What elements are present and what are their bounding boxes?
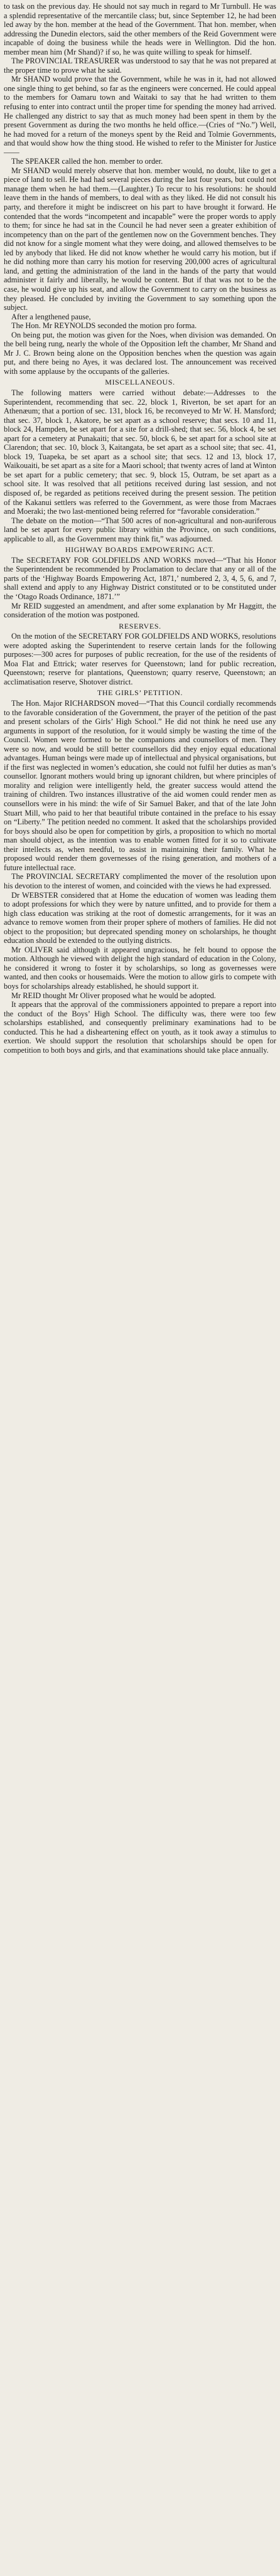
article-paragraph: On the motion of the SECRETARY FOR GOLDFIELDS AND WORKS, resolutions were adopted asking the Superintendent to reserve certain lands for the following purposes:—300 acres for purposes of public recreation, for the use of the residents of Moa Flat and Ettrick; water reserves for Queenstown; land for public recreation, Queenstown; reserve for plantations, Queenstown; quarry reserve, Queenstown; an acclimatisation reserve, Shotover district.	[4, 632, 276, 686]
article-paragraph: The PROVINCIAL TREASURER was understood to say that he was not prepared at the proper time to prove what he said.	[4, 56, 276, 75]
article-paragraph: On being put, the motion was given for the Noes, when division was demanded. On the bell being rung, nearly the whole of the Opposition left the chamber, Mr Shand and Mr J. C. Brown being alone on the Opposition benches when the question was again put, and there being no Ayes, it was declared lost. The announcement was received with some applause by the occupants of the galleries.	[4, 330, 276, 376]
article-paragraph: Mr OLIVER said although it appeared ungracious, he felt bound to oppose the motion. Although he viewed with delight the high standard of education in the Colony, he considered it wrong to foster it by scholarships, so long as governesses were wanted, and then cooks or housemaids. Were the motion to allow girls to compete with boys for scholarships already established, he should support it.	[4, 945, 276, 991]
article-paragraph: Mr REID thought Mr Oliver proposed what he would be adopted.	[11, 991, 216, 1000]
article-paragraph: Mr SHAND would prove that the Government, while he was in it, had not allowed one single thing to get behind, so far as the engineers were concerned. He could appeal to the members for Oamaru town and Waitaki to say that he had written to them refusing to enter into contract until the proper time for spending the money had arrived. He challenged any district to say that as much money had been spent in them by the present Government as during the two months he held office.—(Cries of “No.”) Well, he had moved for a return of the moneys spent by the Reid and Tolmie Governments, and that would show how the thing stood. He wished to refer to the Minister for Justice——	[4, 75, 276, 157]
section-heading-girls-petition: THE GIRLS’ PETITION.	[97, 688, 183, 698]
article-paragraph: The PROVINCIAL SECRETARY complimented the mover of the resolution upon his devotion to the interest of women, and coincided with the views he had expressed.	[4, 872, 276, 890]
article-paragraph: Mr REID suggested an amendment, and after some explanation by Mr Haggitt, the consideration of the motion was postponed.	[4, 601, 276, 620]
section-heading-miscellaneous: MISCELLANEOUS.	[105, 378, 175, 387]
article-paragraph: It appears that the approval of the commissioners appointed to prepare a report into the conduct of the Boys’ High School. The difficulty was, there were too few scholarships established, and consequently preliminary examinations had to be conducted. This he had a disheartening effect on youth, as it took away a stimulus to exertion. We should support the resolution that scholarships should be open for competition to both boys and girls, and that examinations should take place annually.	[4, 1000, 276, 1055]
newspaper-column	[0, 0, 280, 1055]
article-paragraph: The Hon. Major RICHARDSON moved—“That this Council cordially recommends to the favorable consideration of the Government, the prayer of the petition of the past and present scholars of the Girls’ High School.” He did not think he need use any arguments in support of the resolution, for it would simply be wasting the time of the Council. Women were formed to be the companions and counsellors of men. They were so now, and would be still better counsellors did they enjoy equal educational advantages. Human beings were made up of intellectual and physical organisations, but if the first was neglected in women’s education, she could not fulfil her duties as man’s counsellor. Ignorant mothers would bring up ignorant children, but where principles of morality and religion were intelligently held, the greater success would attend the training of children. Two instances illustrative of the aid women could render men as counsellors were in his mind: the wife of Sir Samuel Baker, and that of the late John Stuart Mill, who paid to her that beautiful tribute contained in the preface to his essay on “Liberty.” The petition needed no comment. It asked that the scholarships provided for boys should also be open for competition by girls, a proposition to which no mortal man should object, as the intention was to enable women fitted for it so to cultivate their intellects as, when needful, to assist in maintaining their family. What he proposed would render them governesses of the rising generation, and mothers of a future intellectual race.	[4, 699, 276, 872]
article-paragraph: The Hon. Mr REYNOLDS seconded the motion pro forma.	[11, 321, 197, 331]
article-paragraph: The SPEAKER called the hon. member to order.	[11, 157, 163, 166]
article-paragraph: The debate on the motion—“That 500 acres of non-agricultural and non-auriferous land be set apart for every public library within the Province, on such conditions, applicable to all, as the Government may think fit,” was adjourned.	[4, 516, 276, 543]
article-paragraph: The SECRETARY FOR GOLDFIELDS AND WORKS moved—“That his Honor the Superintendent be recommended by Proclamation to declare that any or all of the parts of the ‘Highway Boards Empowering Act, 1871,’ numbered 2, 3, 4, 5, 6, and 7, shall extend and apply to any Highway District constituted or to be constituted under the ‘Otago Roads Ordinance, 1871.’”	[4, 555, 276, 601]
article-paragraph: Dr WEBSTER considered that at Home the education of women was leading them to adopt professions for which they were by nature unfitted, and to provide for them a high class education was striking at the root of domestic arrangements, for it was an advance to remove women from their proper sphere of mothers of families. He did not object to the proposition; but deprecated spending money on scholarships, he thought education should be extended to the outlying districts.	[4, 890, 276, 945]
article-paragraph: The following matters were carried without debate:—Addresses to the Superintendent, recommending that sec. 22, block 1, Riverton, be set apart for an Athenæum; that a portion of sec. 131, block 16, be reconveyed to Mr W. H. Mansford; that sec. 37, block 1, Akatore, be set apart as a school reserve; that secs. 10 and 11, block 24, Hampden, be set apart for a site for a drill-shed; that sec. 56, block 4, be set apart for a cemetery at Punakaiti; that sec. 50, block 6, be set apart for a school site at Clarendon; that sec. 10, block 3, Kaitangata, be set apart as a school site; that sec. 41, block 19, Tuapeka, be set apart as a school site; that secs. 12 and 13, block 17, Waikouaiti, be set apart as a site for a Maori school; that twenty acres of land at Winton be set apart for a public cemetery; that sec. 9, block 15, Outram, be set apart as a school site. It was resolved that all petitions received during last session, and not disposed of, be regarded as petitions received during the present session. The petition of the Kakanui settlers was referred to the Government, as were those from Macraes and Moeraki; the two last-mentioned being referred for “favorable consideration.”	[4, 388, 276, 516]
article-paragraph: to task on the previous day. He should not say much in regard to Mr Turnbull. He was a splendid representative of the mercantile class; but, since September 12, he had been led away by the hon. member at the head of the Government. That hon. member, when addressing the Dunedin electors, said the other members of the Reid Government were incapable of doing the business while the heads were in Wellington. Did the hon. member mean him (Mr Shand)? if so, he was quite willing to speak for himself.	[4, 2, 276, 56]
section-heading-highway-boards: HIGHWAY BOARDS EMPOWERING ACT.	[65, 545, 215, 555]
article-paragraph: After a lengthened pause,	[11, 312, 91, 321]
section-heading-reserves: RESERVES.	[119, 621, 161, 631]
article-paragraph: Mr SHAND would merely observe that hon. member would, no doubt, like to get a piece of land to sell. He had had several pieces during the last four years, but could not manage them when he had them.—(Laughter.) To recur to his resolutions: he should leave them in the hands of members, to deal with as they liked. He did not consult his party, and therefore it might be indiscreet on his part to have brought it forward. He contended that the words “incompetent and incapable” were the proper words to apply to them; for since he had sat in the Council he had never seen a greater exhibition of incompetency than on the part of the gentlemen now on the Government benches. They did not know for a single moment what they were doing, and allowed themselves to be led by anybody that liked. He did not know whether he would carry his motion, but if he did nothing more than carry his motion for reserving 200,000 acres of agricultural land, and getting the administration of the land in the hands of the party that would administer it fairly and liberally, he would be content. But if that was not to be the case, he would give up his seat, and allow the Government to carry on the business as they pleased. He concluded by inviting the Government to say something upon the subject.	[4, 166, 276, 312]
